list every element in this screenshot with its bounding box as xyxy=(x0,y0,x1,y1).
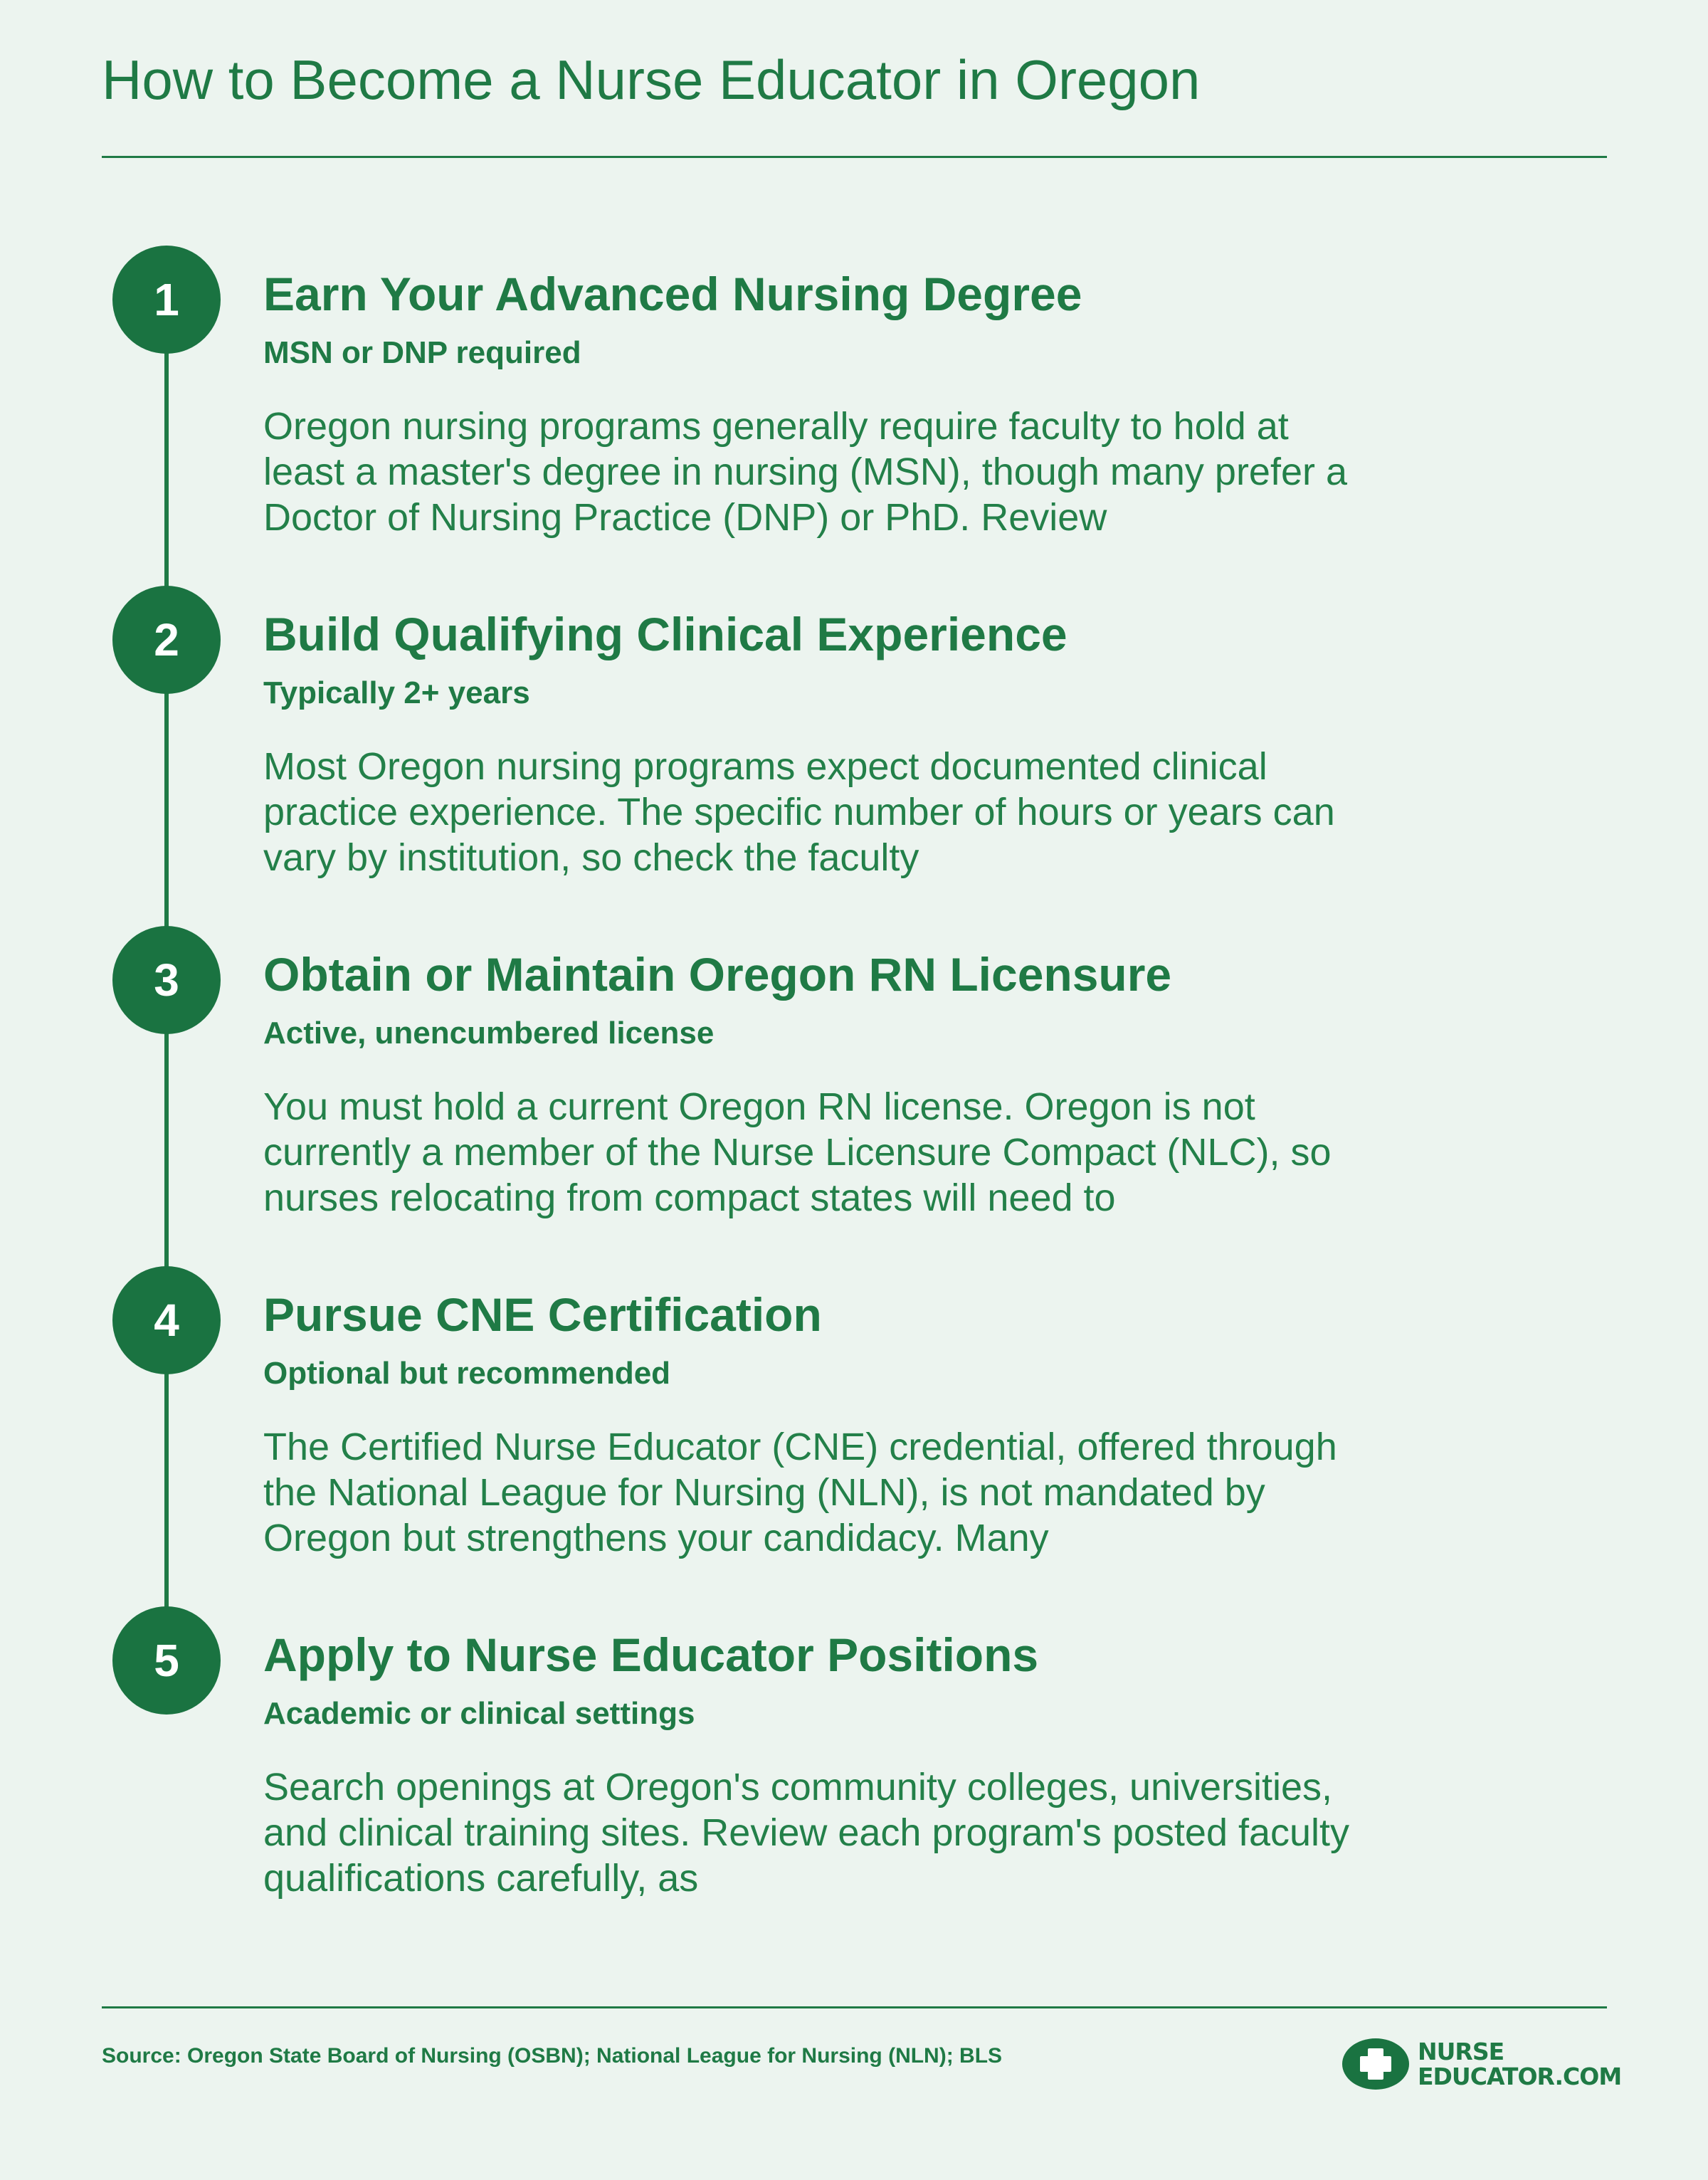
step-subtitle: Optional but recommended xyxy=(263,1356,671,1391)
page-title: How to Become a Nurse Educator in Oregon xyxy=(102,48,1201,111)
step-number-badge: 3 xyxy=(112,926,221,1034)
step-subtitle: MSN or DNP required xyxy=(263,335,581,370)
step-description: The Certified Nurse Educator (CNE) credential, offered through the National League for Nursing (NLN), is not mandated by Oregon but strengthens your candidacy. Many xyxy=(263,1426,1337,1559)
step-number-badge: 2 xyxy=(112,586,221,694)
step-title: Pursue CNE Certification xyxy=(263,1288,822,1341)
step-description: Search openings at Oregon's community colleges, universities, and clinical training sites. Review each program's posted faculty qualifications carefully, as xyxy=(263,1766,1350,1900)
step-subtitle: Active, unencumbered license xyxy=(263,1016,715,1050)
logo-line-1: NURSE xyxy=(1418,2038,1504,2065)
step-title: Obtain or Maintain Oregon RN Licensure xyxy=(263,948,1172,1001)
step-number-badge: 1 xyxy=(112,246,221,354)
step-number-badge: 4 xyxy=(112,1266,221,1374)
source-citation: Source: Oregon State Board of Nursing (OSBN); National League for Nursing (NLN); BLS xyxy=(102,2044,1003,2068)
step-title: Build Qualifying Clinical Experience xyxy=(263,608,1068,660)
site-logo[interactable] xyxy=(1341,2037,1621,2091)
step-title: Apply to Nurse Educator Positions xyxy=(263,1628,1039,1681)
footer-divider xyxy=(102,2006,1607,2008)
logo-wordmark xyxy=(1418,2039,1621,2089)
step-description: Oregon nursing programs generally require faculty to hold at least a master's degree in nursing (MSN), though many prefer a Doctor of Nursing Practice (DNP) or PhD. Review xyxy=(263,405,1348,539)
step-number-badge: 5 xyxy=(112,1606,221,1715)
step-description: Most Oregon nursing programs expect documented clinical practice experience. The specific number of hours or years can vary by institution, so check the faculty xyxy=(263,745,1335,879)
step-subtitle: Academic or clinical settings xyxy=(263,1696,695,1731)
step-title: Earn Your Advanced Nursing Degree xyxy=(263,268,1082,320)
step-subtitle: Typically 2+ years xyxy=(263,675,530,710)
logo-line-2: EDUCATOR.COM xyxy=(1418,2063,1622,2090)
step-description: You must hold a current Oregon RN license. Oregon is not currently a member of the Nurse Licensure Compact (NLC), so nurses relocating from compact states will need to xyxy=(263,1085,1332,1219)
header-divider xyxy=(102,156,1607,158)
medical-cross-icon xyxy=(1341,2037,1411,2091)
